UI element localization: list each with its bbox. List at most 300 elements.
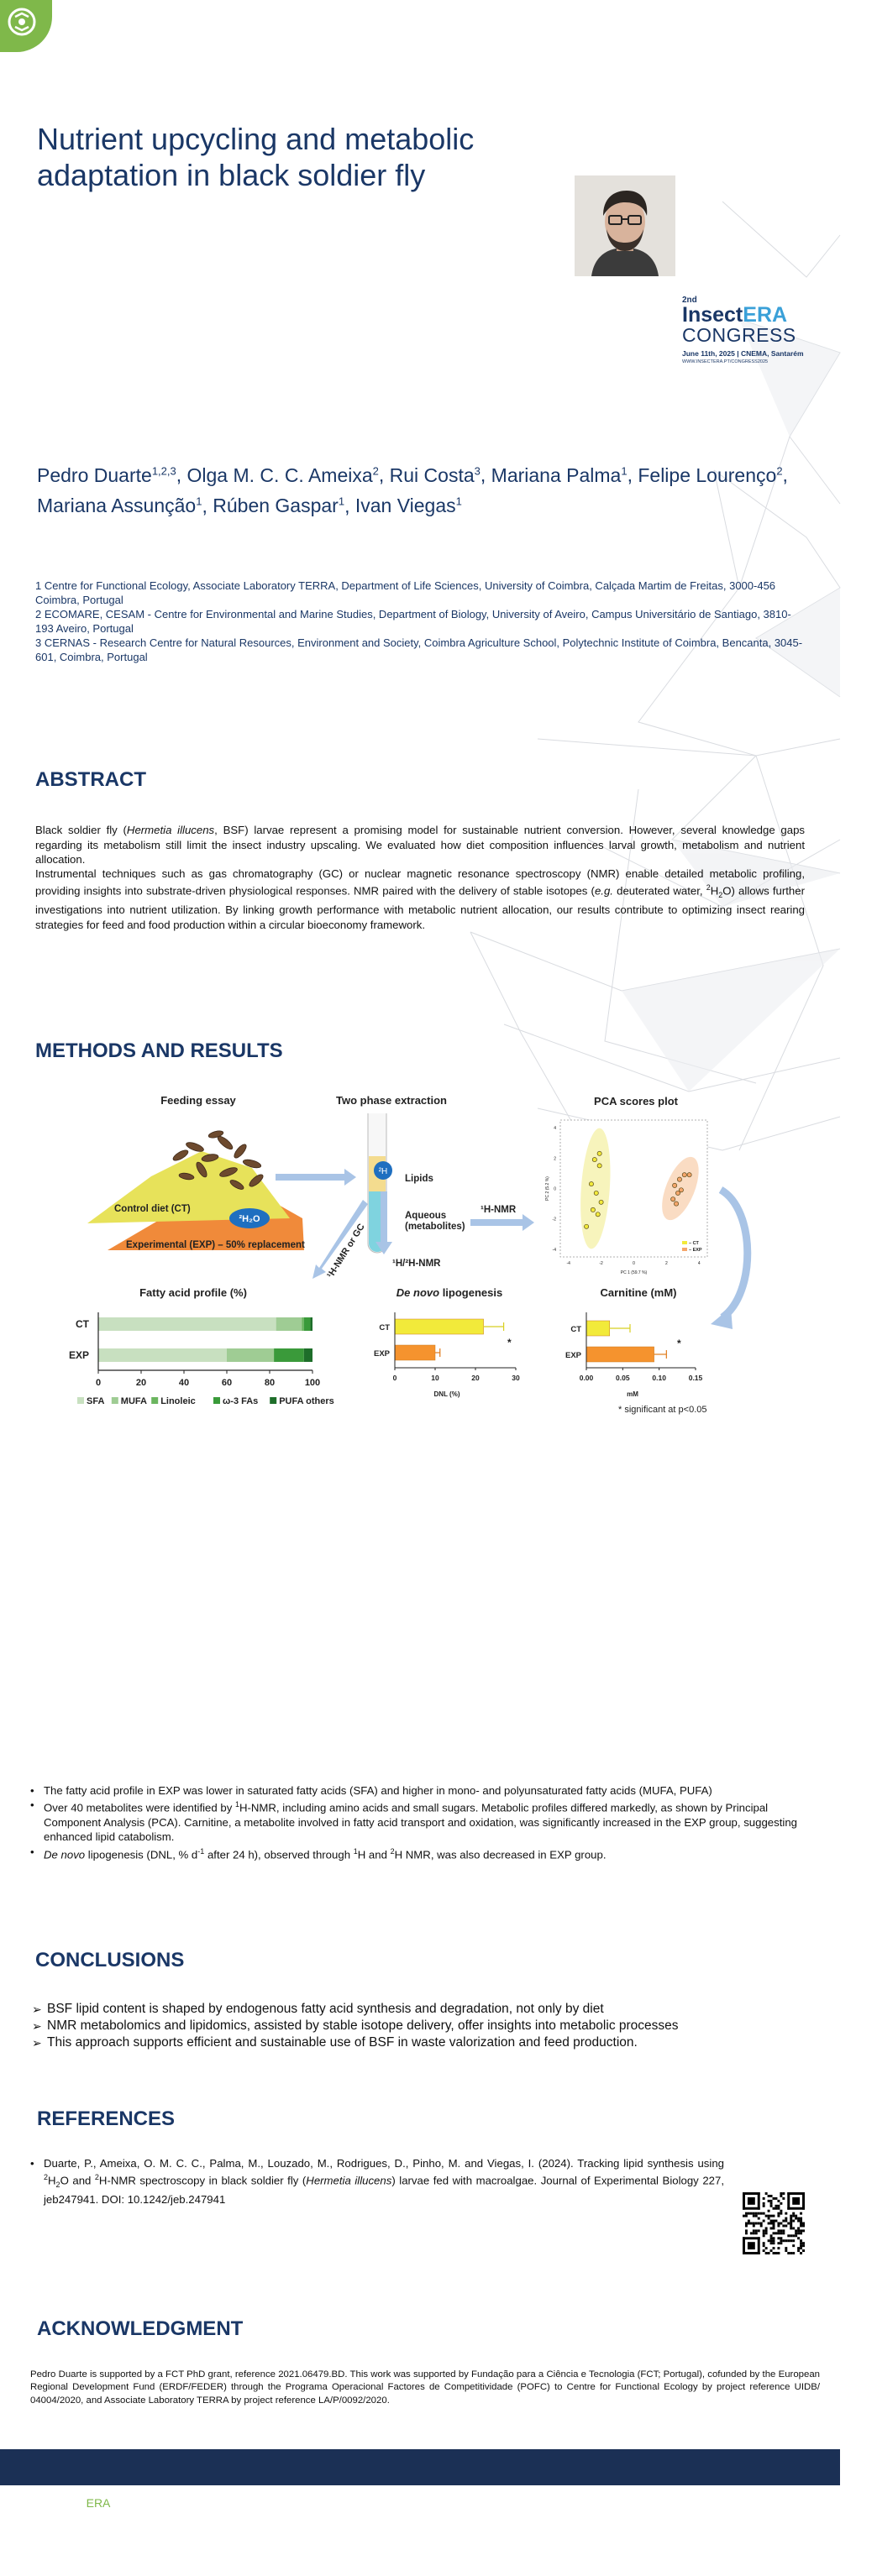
- qr-module: [785, 2219, 787, 2222]
- qr-module: [775, 2207, 777, 2210]
- qr-module: [780, 2195, 782, 2197]
- congress-url: WWW.INSECTERA.PT/CONGRESS2025: [682, 359, 769, 364]
- fatty-acid-chart: [69, 1312, 334, 1406]
- qr-module: [800, 2252, 802, 2254]
- qr-module: [777, 2247, 780, 2249]
- qr-module: [773, 2224, 775, 2227]
- prr-subtext: Plano de Recuperação e Resiliência: [578, 2522, 616, 2531]
- pca-legend-exp-label: – EXP: [689, 1247, 702, 1253]
- pca-point-ct: [594, 1191, 598, 1195]
- qr-module: [768, 2195, 770, 2197]
- author-3: Rui Costa$^3$: [389, 463, 481, 486]
- pca-point-exp: [673, 1183, 677, 1187]
- species-name: Hermetia illucens: [126, 824, 215, 837]
- author-5: Felipe Lourenço$^2$: [638, 463, 783, 486]
- affiliations: [35, 579, 808, 664]
- qr-module: [770, 2239, 773, 2242]
- qr-module: [790, 2239, 792, 2242]
- qr-finder: [743, 2252, 760, 2254]
- qr-module: [797, 2232, 800, 2234]
- title-line-1: Nutrient upcycling and metabolic: [37, 122, 475, 156]
- fa-x-tick-label: 0: [95, 1377, 102, 1388]
- qr-module: [758, 2217, 760, 2219]
- pca-y-tick-label: -2: [552, 1217, 556, 1223]
- prr-icon: [558, 2509, 575, 2526]
- qr-module: [800, 2239, 802, 2242]
- qr-module: [773, 2252, 775, 2254]
- result-item-2: • Over 40 metabolites were identified by $^1$H-NMR, including amino acids and small sugars. Metabolic profiles differed markedly, as shown by Principal Component Analysis (PCA). Carnitine, a metabolite involved in fatty acid transport and oxidation, was significantly increased in the EXP group, suggesting enhanced lipid catabolism.: [30, 1798, 800, 1845]
- qr-module: [763, 2219, 765, 2222]
- qr-module: [797, 2229, 800, 2232]
- carnitine-bar: [586, 1347, 654, 1362]
- congress-name-era: ERA: [743, 303, 788, 327]
- qr-module: [792, 2244, 795, 2247]
- pca-y-tick-label: -4: [552, 1247, 556, 1253]
- qr-finder: [748, 2242, 755, 2249]
- arrow-extraction-to-pca: [470, 1214, 534, 1231]
- qr-module: [785, 2212, 787, 2215]
- carnitine-chart-title: Carnitine (mM): [600, 1285, 677, 1299]
- qr-module: [780, 2192, 782, 2195]
- qr-module: [780, 2222, 782, 2224]
- references-list: [30, 2156, 724, 2207]
- qr-module: [745, 2232, 748, 2234]
- affiliation-2: 2 ECOMARE, CESAM - Centre for Environmental and Marine Studies, Department of Biology, University of Aveiro, Campus Universitário de Santiago, 3810-193 Aveiro, Portugal: [35, 608, 791, 636]
- fa-category-label: EXP: [68, 1348, 89, 1361]
- qr-module: [770, 2222, 773, 2224]
- qr-module: [758, 2212, 760, 2215]
- qr-module: [758, 2222, 760, 2224]
- qr-module: [753, 2214, 755, 2217]
- eu-logo: [724, 2549, 833, 2576]
- qr-module: [797, 2219, 800, 2222]
- qr-module: [800, 2247, 802, 2249]
- pca-point-exp: [674, 1202, 678, 1206]
- methods-figure: [0, 1084, 840, 1428]
- qr-module: [748, 2219, 750, 2222]
- qr-module: [790, 2227, 792, 2229]
- carnitine-significance-star: *: [677, 1337, 681, 1349]
- qr-module: [755, 2229, 758, 2232]
- qr-module: [777, 2232, 780, 2234]
- qr-module: [780, 2212, 782, 2215]
- qr-module: [775, 2232, 777, 2234]
- qr-module: [792, 2219, 795, 2222]
- qr-module: [795, 2217, 797, 2219]
- fa-legend-swatch: [112, 1397, 118, 1404]
- qr-module: [773, 2222, 775, 2224]
- qr-module: [790, 2217, 792, 2219]
- qr-module: [763, 2244, 765, 2247]
- fa-bar-segment: [274, 1348, 304, 1362]
- qr-module: [802, 2244, 805, 2247]
- qr-module: [790, 2252, 792, 2254]
- author-7: Rúben Gaspar$^1$: [213, 495, 345, 517]
- qr-finder: [787, 2192, 805, 2195]
- reference-item-1: • Duarte, P., Ameixa, O. M. C. C., Palma, M., Louzado, M., Rodrigues, D., Pinho, M. and Viegas, I. (2024). Tracking lipid synthesis using $^2H_2O$ and $^2$H-NMR spectroscopy in black soldier fly (Hermetia illucens) larvae fed with macroalgae. Journal of Experimental Biology 227, jeb247941. DOI: 10.1242/jeb.247941: [30, 2156, 724, 2207]
- pca-point-ct: [597, 1163, 601, 1167]
- qr-module: [750, 2232, 753, 2234]
- qr-module: [800, 2219, 802, 2222]
- qr-module: [753, 2224, 755, 2227]
- carnitine-x-tick-label: 0.15: [688, 1373, 703, 1382]
- fa-x-tick-label: 20: [135, 1377, 147, 1388]
- pca-x-tick-label: 4: [697, 1260, 701, 1266]
- pca-legend-ct-label: – CT: [689, 1240, 699, 1246]
- footer-bar: [0, 2449, 840, 2485]
- fa-bar-segment: [304, 1348, 312, 1362]
- qr-module: [790, 2224, 792, 2227]
- qr-finder: [743, 2192, 760, 2195]
- qr-module: [802, 2249, 805, 2252]
- experimental-diet-label: Experimental (EXP) – 50% replacement: [126, 1239, 305, 1250]
- republica-logo: [633, 2527, 717, 2551]
- qr-finder: [802, 2192, 805, 2210]
- author-8: Ivan Viegas$^1$: [354, 495, 462, 517]
- qr-module: [782, 2224, 785, 2227]
- pca-y-tick-label: 0: [554, 1186, 556, 1192]
- qr-finder: [743, 2192, 745, 2210]
- qr-module: [770, 2214, 773, 2217]
- fa-bar-segment: [98, 1317, 276, 1331]
- qr-module: [773, 2232, 775, 2234]
- qr-module: [768, 2252, 770, 2254]
- fa-legend-label: MUFA: [120, 1395, 147, 1406]
- fa-legend-swatch: [77, 1397, 84, 1404]
- carnitine-category-label: CT: [570, 1324, 581, 1334]
- fa-category-label: CT: [76, 1317, 89, 1330]
- qr-module: [770, 2202, 773, 2205]
- qr-module: [773, 2214, 775, 2217]
- qr-module: [760, 2222, 763, 2224]
- conclusions-heading: CONCLUSIONS: [35, 1948, 185, 1971]
- conclusion-item-2: ➢ NMR metabolomics and lipidomics, assisted by stable isotope delivery, offer insights into metabolic processes: [32, 2018, 805, 2034]
- qr-module: [768, 2210, 770, 2212]
- qr-module: [782, 2192, 785, 2195]
- qr-module: [768, 2217, 770, 2219]
- arrow-pca-to-carnitine: [721, 1190, 748, 1317]
- qr-module: [792, 2234, 795, 2237]
- pca-y-tick-label: 4: [554, 1125, 556, 1131]
- dnl-x-tick-label: 30: [512, 1373, 520, 1382]
- qr-module: [777, 2205, 780, 2207]
- qr-module: [765, 2232, 768, 2234]
- qr-module: [792, 2212, 795, 2215]
- qr-finder: [792, 2197, 800, 2205]
- qr-module: [765, 2229, 768, 2232]
- qr-module: [755, 2212, 758, 2215]
- qr-module: [795, 2214, 797, 2217]
- methods-heading: METHODS AND RESULTS: [35, 1039, 283, 1062]
- dnl-x-tick-label: 0: [392, 1373, 397, 1382]
- pca-x-label: PC 1 (59.7 %): [620, 1270, 648, 1275]
- qr-module: [777, 2229, 780, 2232]
- pca-point-exp: [677, 1177, 681, 1181]
- qr-module: [787, 2234, 790, 2237]
- dnl-x-tick-label: 20: [471, 1373, 480, 1382]
- abstract-heading: ABSTRACT: [35, 768, 146, 792]
- pca-point-ct: [585, 1224, 589, 1228]
- qr-module: [773, 2197, 775, 2200]
- dnl-category-label: EXP: [373, 1348, 390, 1359]
- qr-module: [785, 2249, 787, 2252]
- qr-module: [770, 2219, 773, 2222]
- pca-point-ct: [596, 1212, 600, 1216]
- dnl-x-tick-label: 10: [431, 1373, 439, 1382]
- qr-module: [770, 2227, 773, 2229]
- dnl-bar: [395, 1319, 484, 1334]
- poster-title: [37, 121, 558, 193]
- qr-module: [782, 2239, 785, 2242]
- qr-module: [770, 2205, 773, 2207]
- pca-x-tick-label: 0: [633, 1260, 635, 1266]
- eu-line-2: União Europeia: [754, 2559, 804, 2568]
- qr-module: [792, 2227, 795, 2229]
- dnl-significance-star: *: [507, 1336, 512, 1348]
- qr-module: [775, 2219, 777, 2222]
- qr-module: [785, 2247, 787, 2249]
- qr-module: [768, 2222, 770, 2224]
- qr-finder: [787, 2192, 790, 2210]
- fa-legend-label: PUFA others: [279, 1395, 334, 1406]
- qr-module: [787, 2222, 790, 2224]
- qr-module: [765, 2252, 768, 2254]
- carnitine-bar: [586, 1321, 610, 1336]
- qr-module: [765, 2214, 768, 2217]
- congress-logo: [682, 296, 825, 364]
- qr-module: [763, 2232, 765, 2234]
- eu-flag-icon: [724, 2553, 749, 2572]
- republica-line-1: REPÚBLICA: [654, 2531, 706, 2541]
- qr-module: [800, 2222, 802, 2224]
- qr-module: [768, 2200, 770, 2202]
- fa-bar-segment: [276, 1317, 302, 1331]
- qr-module: [750, 2222, 753, 2224]
- prr-logo: [558, 2506, 642, 2531]
- qr-module: [763, 2234, 765, 2237]
- arrow-feeding-to-extraction: [276, 1169, 356, 1186]
- result-item-1: • The fatty acid profile in EXP was lower in saturated fatty acids (SFA) and higher in mono- and polyunsaturated fatty acids (MUFA, PUFA): [30, 1783, 800, 1798]
- qr-module: [753, 2212, 755, 2215]
- lipids-label: Lipids: [405, 1173, 433, 1184]
- qr-module: [787, 2252, 790, 2254]
- prr-text: PRR: [578, 2506, 608, 2523]
- fa-bar-segment: [227, 1348, 274, 1362]
- conclusions-list: [32, 2001, 805, 2051]
- qr-module: [755, 2232, 758, 2234]
- title-line-2: adaptation in black soldier fly: [37, 158, 426, 192]
- qr-module: [802, 2222, 805, 2224]
- conclusion-item-1: ➢ BSF lipid content is shaped by endogenous fatty acid synthesis and degradation, not only by diet: [32, 2001, 805, 2018]
- qr-module: [795, 2234, 797, 2237]
- qr-module: [792, 2214, 795, 2217]
- dnl-bar: [395, 1345, 435, 1360]
- congress-word: CONGRESS: [682, 324, 796, 346]
- qr-module: [763, 2197, 765, 2200]
- fa-x-tick-label: 100: [304, 1377, 321, 1388]
- feeding-essay-title: Feeding essay: [160, 1093, 236, 1107]
- fa-legend-label: SFA: [87, 1395, 105, 1406]
- congress-date: June 11th, 2025 | CNEMA, Santarém: [682, 349, 804, 358]
- carnitine-x-label: mM: [627, 1390, 638, 1398]
- results-list: [30, 1783, 800, 1862]
- author-2: Olga M. C. C. Ameixa$^2$: [186, 463, 379, 486]
- qr-module: [760, 2224, 763, 2227]
- qr-finder: [758, 2237, 760, 2254]
- congress-edition: 2nd: [682, 296, 697, 305]
- qr-module: [800, 2242, 802, 2244]
- qr-module: [775, 2205, 777, 2207]
- footer-text: 2nd InsectERA Congress | www.insectera.pt/congress2025: [32, 2496, 339, 2511]
- qr-module: [800, 2217, 802, 2219]
- fa-x-tick-label: 60: [221, 1377, 233, 1388]
- arrow-h2hnmr-label: ¹H/²H-NMR: [392, 1258, 441, 1269]
- qr-module: [780, 2242, 782, 2244]
- qr-module: [763, 2242, 765, 2244]
- pca-point-ct: [592, 1157, 596, 1161]
- qr-module: [775, 2252, 777, 2254]
- qr-module: [745, 2229, 748, 2232]
- qr-finder: [743, 2207, 760, 2210]
- extraction-title: Two phase extraction: [336, 1093, 447, 1107]
- qr-module: [780, 2229, 782, 2232]
- pca-legend-ct-swatch: [682, 1241, 687, 1244]
- qr-module: [743, 2214, 745, 2217]
- significance-note: * significant at p<0.05: [618, 1404, 707, 1415]
- qr-module: [773, 2239, 775, 2242]
- arrow-hnmr-label: ¹H-NMR: [481, 1204, 517, 1215]
- qr-module: [777, 2207, 780, 2210]
- qr-module: [797, 2247, 800, 2249]
- pca-point-exp: [671, 1196, 675, 1201]
- qr-module: [748, 2222, 750, 2224]
- qr-module: [780, 2202, 782, 2205]
- qr-module: [790, 2214, 792, 2217]
- qr-module: [785, 2224, 787, 2227]
- qr-module: [770, 2249, 773, 2252]
- pca-x-tick-label: -2: [599, 1260, 603, 1266]
- qr-module: [797, 2217, 800, 2219]
- qr-module: [780, 2237, 782, 2239]
- aqueous-label: Aqueous: [405, 1210, 447, 1221]
- qr-module: [745, 2214, 748, 2217]
- qr-module: [800, 2224, 802, 2227]
- qr-module: [773, 2227, 775, 2229]
- eu-line-1: Financiado pela: [754, 2551, 806, 2559]
- qr-module: [768, 2214, 770, 2217]
- author-1: Pedro Duarte$^{1,2,3}$: [37, 463, 176, 486]
- qr-module: [780, 2239, 782, 2242]
- fa-bar-segment: [310, 1317, 312, 1331]
- corner-logo: [0, 0, 52, 52]
- fa-legend-swatch: [213, 1397, 220, 1404]
- qr-module: [790, 2222, 792, 2224]
- fa-chart-title: Fatty acid profile (%): [139, 1285, 247, 1299]
- conclusion-item-3: ➢ This approach supports efficient and sustainable use of BSF in waste valorization and feed production.: [32, 2034, 805, 2051]
- fa-legend-swatch: [151, 1397, 158, 1404]
- carnitine-x-tick-label: 0.05: [616, 1373, 630, 1382]
- h2o-badge-text: ²H₂O: [239, 1213, 260, 1224]
- qr-module: [770, 2242, 773, 2244]
- qr-finder: [748, 2197, 755, 2205]
- qr-module: [797, 2237, 800, 2239]
- qr-module: [763, 2202, 765, 2205]
- result-item-3: • De novo lipogenesis (DNL, % $d^{-1}$ after 24 h), observed through $^1$H and $^2$H NMR, was also decreased in EXP group.: [30, 1845, 800, 1862]
- qr-module: [777, 2242, 780, 2244]
- qr-module: [745, 2222, 748, 2224]
- qr-module: [758, 2229, 760, 2232]
- abstract-paragraph-1: Black soldier fly (Hermetia illucens, BSF) larvae represent a promising model for sustainable nutrient conversion. However, several knowledge gaps regarding its metabolism still limit the insect industry upscaling. We evaluated how diet composition influences larval growth, metabolism and nutrient allocation.: [35, 824, 805, 866]
- arrow-pca-to-carnitine-head: [711, 1307, 733, 1329]
- qr-code-graphic: [743, 2192, 805, 2254]
- pca-point-exp: [682, 1172, 686, 1176]
- qr-code[interactable]: [743, 2192, 805, 2254]
- dnl-chart-title: De novo lipogenesis: [396, 1285, 503, 1299]
- qr-module: [785, 2217, 787, 2219]
- fa-legend-label: ω-3 FAs: [223, 1395, 259, 1406]
- qr-module: [792, 2252, 795, 2254]
- carnitine-chart: [565, 1312, 703, 1398]
- carnitine-x-tick-label: 0.00: [579, 1373, 594, 1382]
- pca-point-ct: [599, 1200, 603, 1204]
- fa-x-tick-label: 80: [264, 1377, 276, 1388]
- pca-y-tick-label: 2: [554, 1156, 556, 1162]
- qr-module: [777, 2252, 780, 2254]
- qr-module: [800, 2229, 802, 2232]
- pca-point-ct: [597, 1151, 601, 1155]
- qr-module: [802, 2242, 805, 2244]
- qr-module: [777, 2237, 780, 2239]
- qr-module: [763, 2249, 765, 2252]
- pca-point-exp: [675, 1191, 680, 1195]
- fa-legend-swatch: [270, 1397, 276, 1404]
- qr-module: [797, 2227, 800, 2229]
- aqueous-sub-label: (metabolites): [405, 1221, 465, 1232]
- qr-module: [773, 2242, 775, 2244]
- author-list: Pedro Duarte$^{1,2,3}$, Olga M. C. C. Ameixa$^2$, Rui Costa$^3$, Mariana Palma$^1$, Felipe Lourenço$^2$, Mariana Assunção$^1$, Rúben Gaspar$^1$, Ivan Viegas$^1$: [37, 463, 788, 517]
- congress-name-insect: Insect: [682, 303, 743, 327]
- qr-module: [800, 2212, 802, 2215]
- dnl-x-label: DNL (%): [433, 1390, 460, 1398]
- qr-module: [777, 2224, 780, 2227]
- fa-bar-segment: [304, 1317, 311, 1331]
- qr-module: [760, 2212, 763, 2215]
- pca-title: PCA scores plot: [594, 1094, 678, 1107]
- qr-module: [790, 2234, 792, 2237]
- pca-x-tick-label: -4: [566, 1260, 570, 1266]
- qr-module: [753, 2229, 755, 2232]
- author-6: Mariana Assunção$^1$: [37, 495, 202, 517]
- affiliation-1: 1 Centre for Functional Ecology, Associate Laboratory TERRA, Department of Life Sciences, University of Coimbra, Calçada Martim de Freitas, 3000-456 Coimbra, Portugal: [35, 579, 776, 607]
- qr-module: [755, 2222, 758, 2224]
- qr-module: [768, 2239, 770, 2242]
- qr-module: [780, 2210, 782, 2212]
- fa-bar-segment: [98, 1348, 227, 1362]
- qr-module: [782, 2229, 785, 2232]
- qr-module: [765, 2227, 768, 2229]
- qr-module: [777, 2214, 780, 2217]
- pca-y-label: PC 2 (5.2 %): [545, 1175, 550, 1201]
- arrow-hnmr-gc-label: ¹H-NMR or GC: [325, 1222, 367, 1280]
- qr-module: [763, 2212, 765, 2215]
- republica-shield-icon: [633, 2530, 649, 2548]
- references-heading: REFERENCES: [37, 2107, 176, 2130]
- qr-module: [802, 2229, 805, 2232]
- pca-point-ct: [591, 1207, 595, 1212]
- qr-module: [795, 2232, 797, 2234]
- fa-bar-segment: [302, 1317, 304, 1331]
- qr-module: [802, 2224, 805, 2227]
